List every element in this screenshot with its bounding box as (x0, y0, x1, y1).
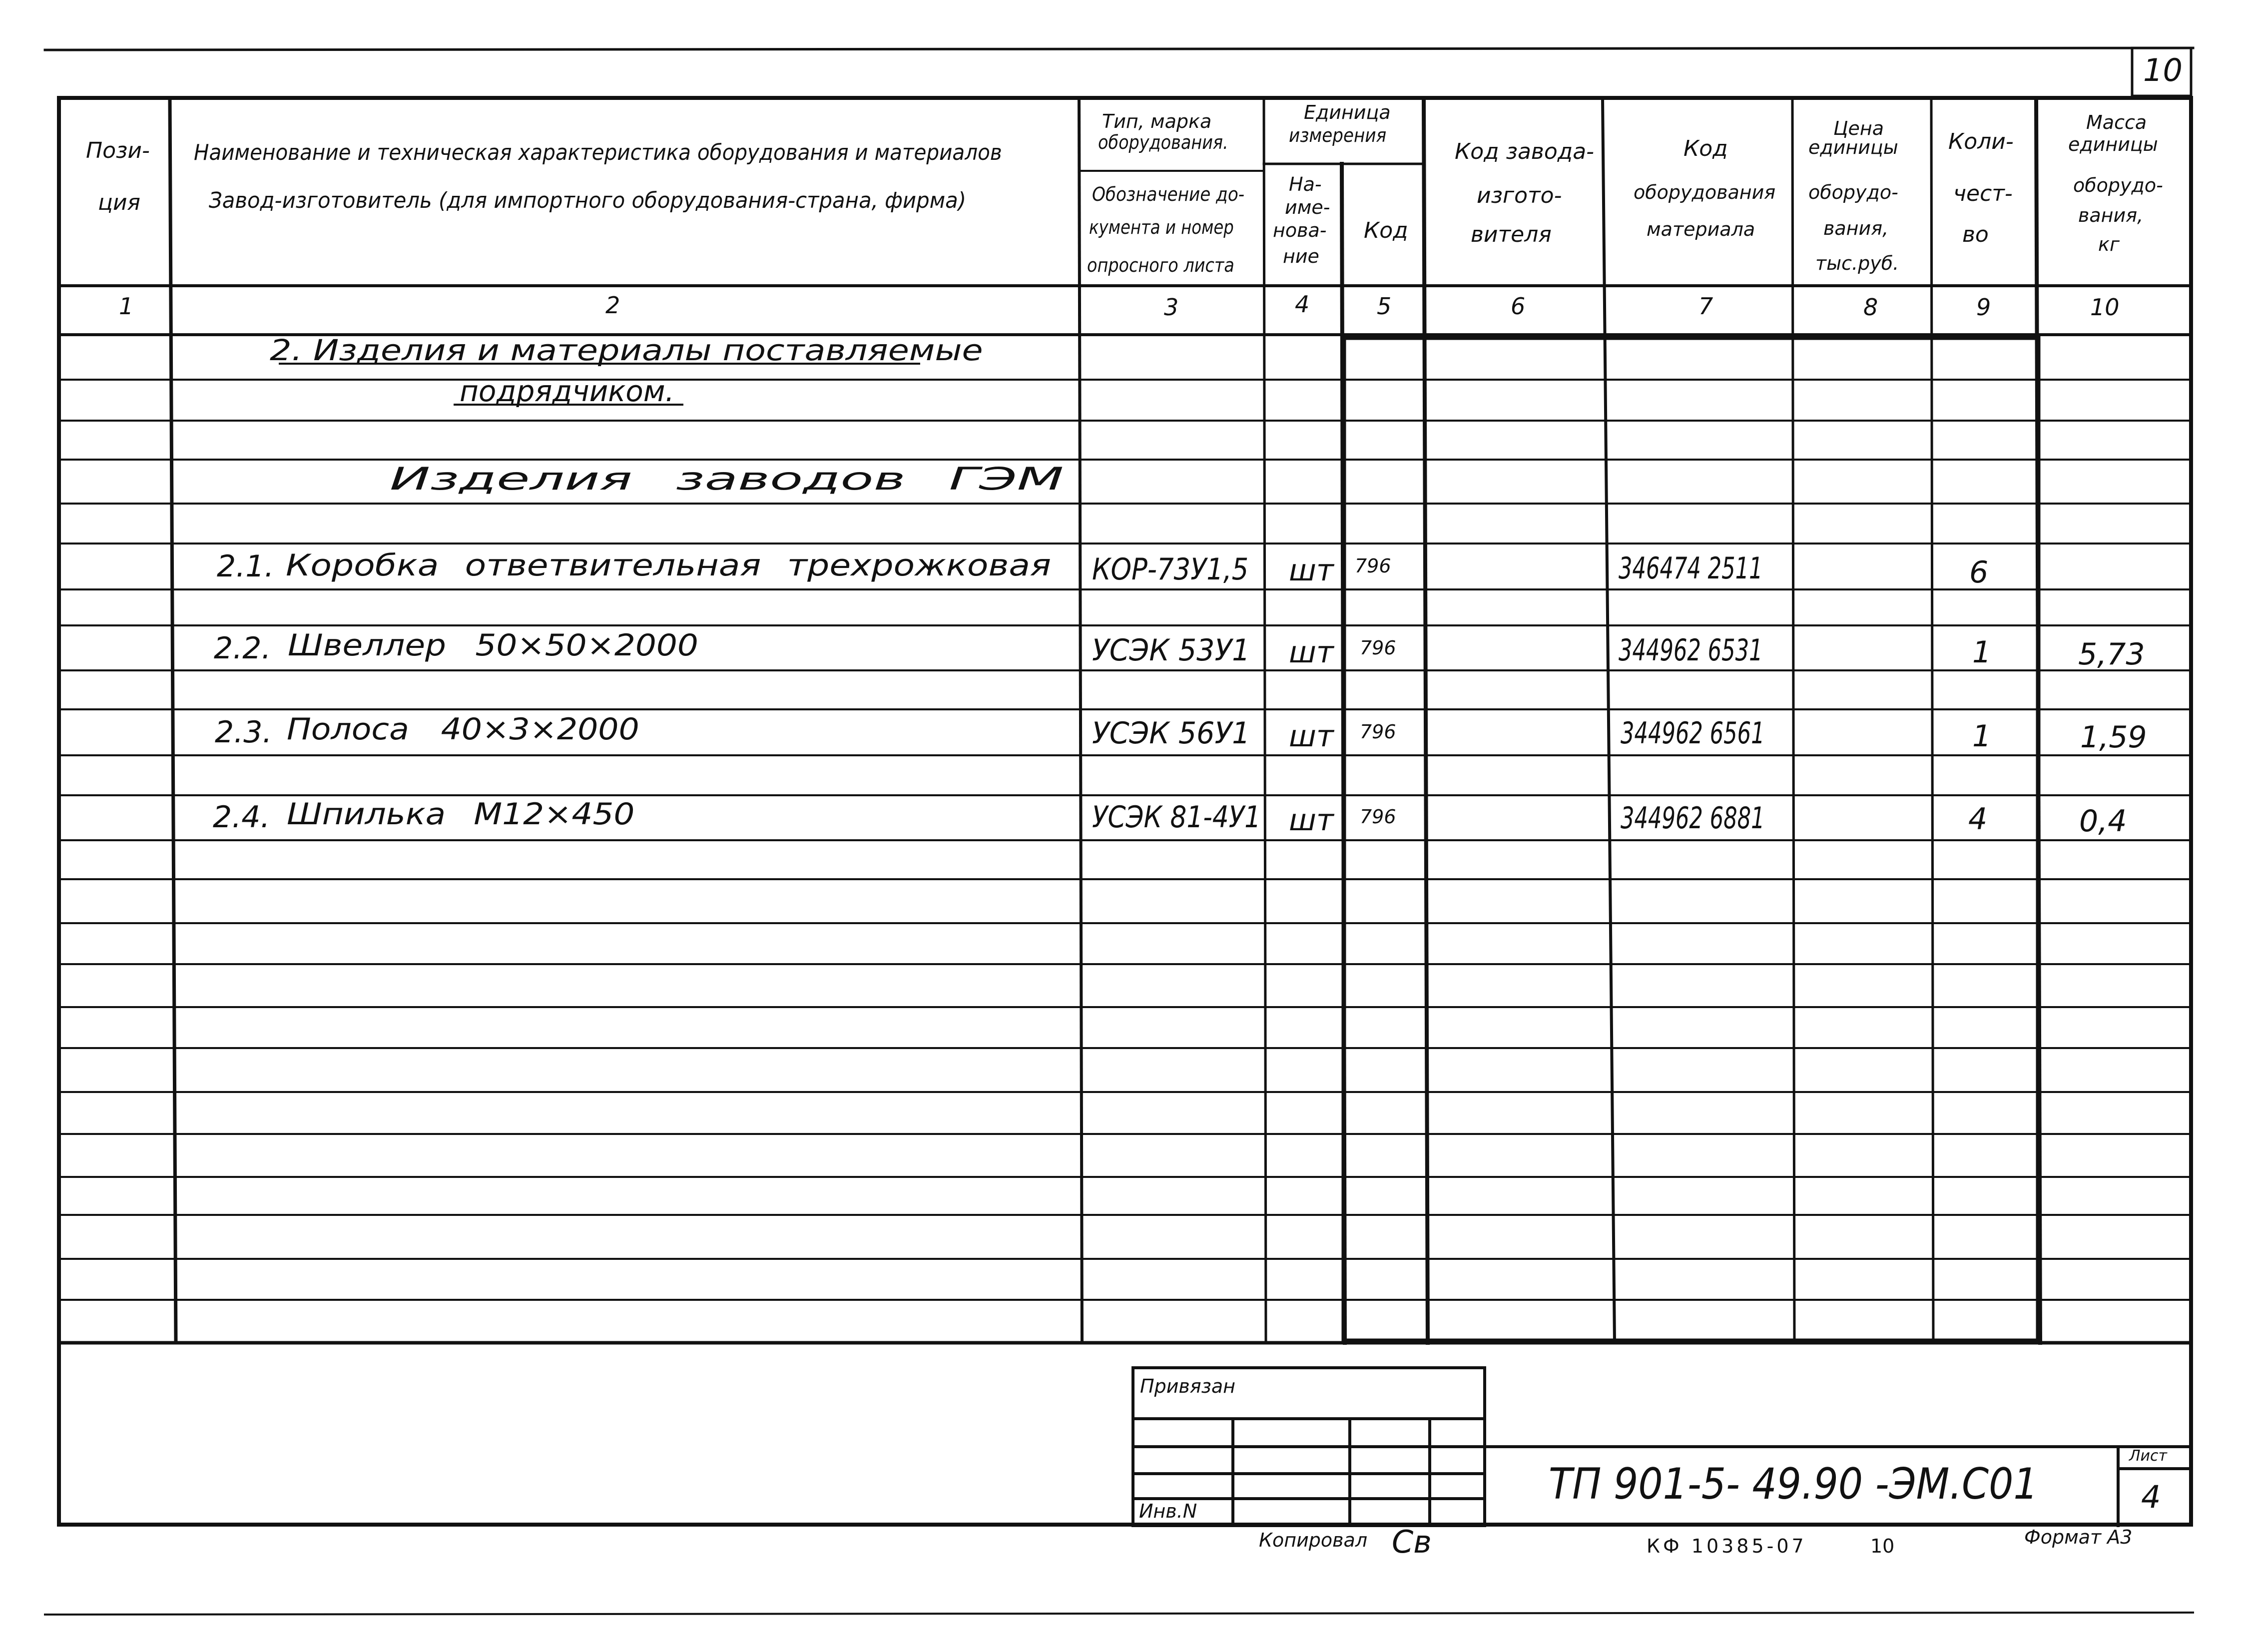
row-1-name: Коробка ответвительная трехрожковая (286, 548, 1051, 583)
row-2-code: 796 (1360, 637, 1396, 659)
header-equip-code-3: материала (1647, 218, 1755, 240)
section-title-line2: подрядчиком. (460, 374, 674, 408)
row-3-position: 2.3. (215, 715, 272, 750)
footer-kf-code: КФ 10385-07 (1647, 1535, 1807, 1557)
sheet-corner-number: 10 (2143, 52, 2183, 88)
header-unit-name-4: ние (1283, 245, 1319, 267)
column-number-1: 1 (119, 293, 134, 320)
column-number-4: 4 (1295, 291, 1310, 318)
row-2-equip-code: 344962 6531 (1619, 633, 1763, 668)
header-type-3: Обозначение до- (1092, 183, 1245, 205)
header-equip-code-1: Код (1683, 136, 1728, 161)
section-title-line1: 2. Изделия и материалы поставляемые (270, 333, 983, 367)
stamp-inv-label: Инв.N (1139, 1500, 1197, 1522)
row-4-unit: шт (1289, 803, 1334, 838)
sheet-top-line (45, 48, 2193, 50)
header-mass-4: вания, (2078, 204, 2144, 226)
row-1-code: 796 (1355, 555, 1391, 577)
header-position-1: Пози- (86, 138, 150, 163)
row-4-mass: 0,4 (2079, 804, 2127, 839)
row-3-mass: 1,59 (2080, 720, 2147, 755)
row-lines (59, 380, 2191, 1343)
sheet-bottom-line (45, 1613, 2193, 1615)
row-1-unit: шт (1289, 553, 1334, 588)
header-unit-name-2: име- (1285, 196, 1330, 218)
column-number-3: 3 (1164, 294, 1179, 321)
footer-kf-num: 10 (1870, 1535, 1895, 1557)
header-price-5: тыс.руб. (1815, 252, 1899, 274)
header-mass-3: оборудо- (2073, 174, 2163, 196)
header-equip-code-2: оборудования (1634, 181, 1776, 203)
header-price-2: единицы (1808, 136, 1898, 158)
header-mass-1: Масса (2086, 111, 2147, 133)
header-unit-code: Код (1364, 218, 1408, 243)
column-number-2: 2 (605, 292, 620, 319)
column-number-8: 8 (1863, 294, 1878, 321)
header-price-3: оборудо- (1808, 181, 1898, 203)
column-number-6: 6 (1511, 293, 1526, 320)
header-type-5: опросного листа (1087, 254, 1234, 276)
row-2-position: 2.2. (214, 631, 271, 666)
row-3-equip-code: 344962 6561 (1621, 716, 1765, 751)
header-name-1: Наименование и техническая характеристика оборудования и материалов (194, 140, 1002, 165)
row-1-type: КОР-73У1,5 (1092, 552, 1249, 587)
header-price-4: вания, (1823, 217, 1889, 239)
header-name-2: Завод-изготовитель (для импортного оборудования-страна, фирма) (209, 188, 967, 213)
row-3-quantity: 1 (1972, 719, 1992, 754)
header-unit-1: Единица (1304, 101, 1391, 123)
row-1-quantity: 6 (1969, 555, 1989, 590)
header-quantity-2: чест- (1953, 181, 2013, 206)
row-3-name: Полоса 40×3×2000 (287, 712, 639, 747)
header-type-1: Тип, марка (1102, 110, 1212, 132)
stamp-bound-label: Привязан (1140, 1375, 1235, 1397)
column-number-5: 5 (1377, 293, 1392, 320)
row-2-type: УСЭК 53У1 (1092, 633, 1250, 668)
header-maker-code-1: Код завода- (1455, 139, 1595, 164)
header-unit-name-1: На- (1289, 173, 1322, 195)
header-position-2: ция (98, 190, 141, 215)
header-mass-2: единицы (2068, 133, 2158, 155)
stamp-sheet-label: Лист (2129, 1447, 2168, 1465)
header-maker-code-2: изгото- (1477, 183, 1562, 208)
stamp-doc-code: ТП 901-5- 49.90 -ЭМ.С01 (1549, 1459, 2038, 1509)
subsection-title: Изделия заводов ГЭМ (390, 461, 1064, 497)
stamp-sheet-number: 4 (2141, 1479, 2161, 1515)
row-3-unit: шт (1289, 719, 1334, 754)
row-2-quantity: 1 (1972, 635, 1992, 670)
column-number-7: 7 (1698, 293, 1713, 320)
row-4-position: 2.4. (213, 800, 270, 835)
row-4-name: Шпилька М12×450 (287, 797, 635, 832)
header-unit-name-3: нова- (1273, 219, 1327, 241)
row-1-position: 2.1. (217, 549, 274, 584)
header-type-4: кумента и номер (1089, 216, 1234, 238)
header-type-2: оборудования. (1098, 131, 1228, 153)
row-4-code: 796 (1360, 806, 1396, 828)
header-quantity-1: Коли- (1948, 129, 2014, 154)
row-4-type: УСЭК 81-4У1 (1092, 800, 1261, 835)
row-4-quantity: 4 (1968, 802, 1988, 837)
header-unit-2: измерения (1289, 124, 1387, 146)
header-price-1: Цена (1833, 117, 1884, 139)
row-2-unit: шт (1289, 635, 1334, 670)
footer-copied-label: Копировал (1259, 1529, 1368, 1551)
column-number-10: 10 (2090, 294, 2120, 321)
row-3-type: УСЭК 56У1 (1092, 716, 1250, 751)
header-mass-5: кг (2098, 233, 2120, 255)
row-1-equip-code: 346474 2511 (1619, 551, 1763, 586)
row-3-code: 796 (1360, 721, 1396, 743)
row-4-equip-code: 344962 6881 (1621, 801, 1765, 836)
row-2-name: Швеллер 50×50×2000 (288, 628, 698, 663)
header-quantity-3: во (1962, 222, 1989, 247)
row-2-mass: 5,73 (2078, 637, 2145, 672)
header-maker-code-3: вителя (1471, 222, 1552, 247)
footer-format: Формат А3 (2024, 1526, 2133, 1548)
footer-copied-sign: Св (1392, 1524, 1432, 1560)
column-number-9: 9 (1976, 294, 1991, 321)
